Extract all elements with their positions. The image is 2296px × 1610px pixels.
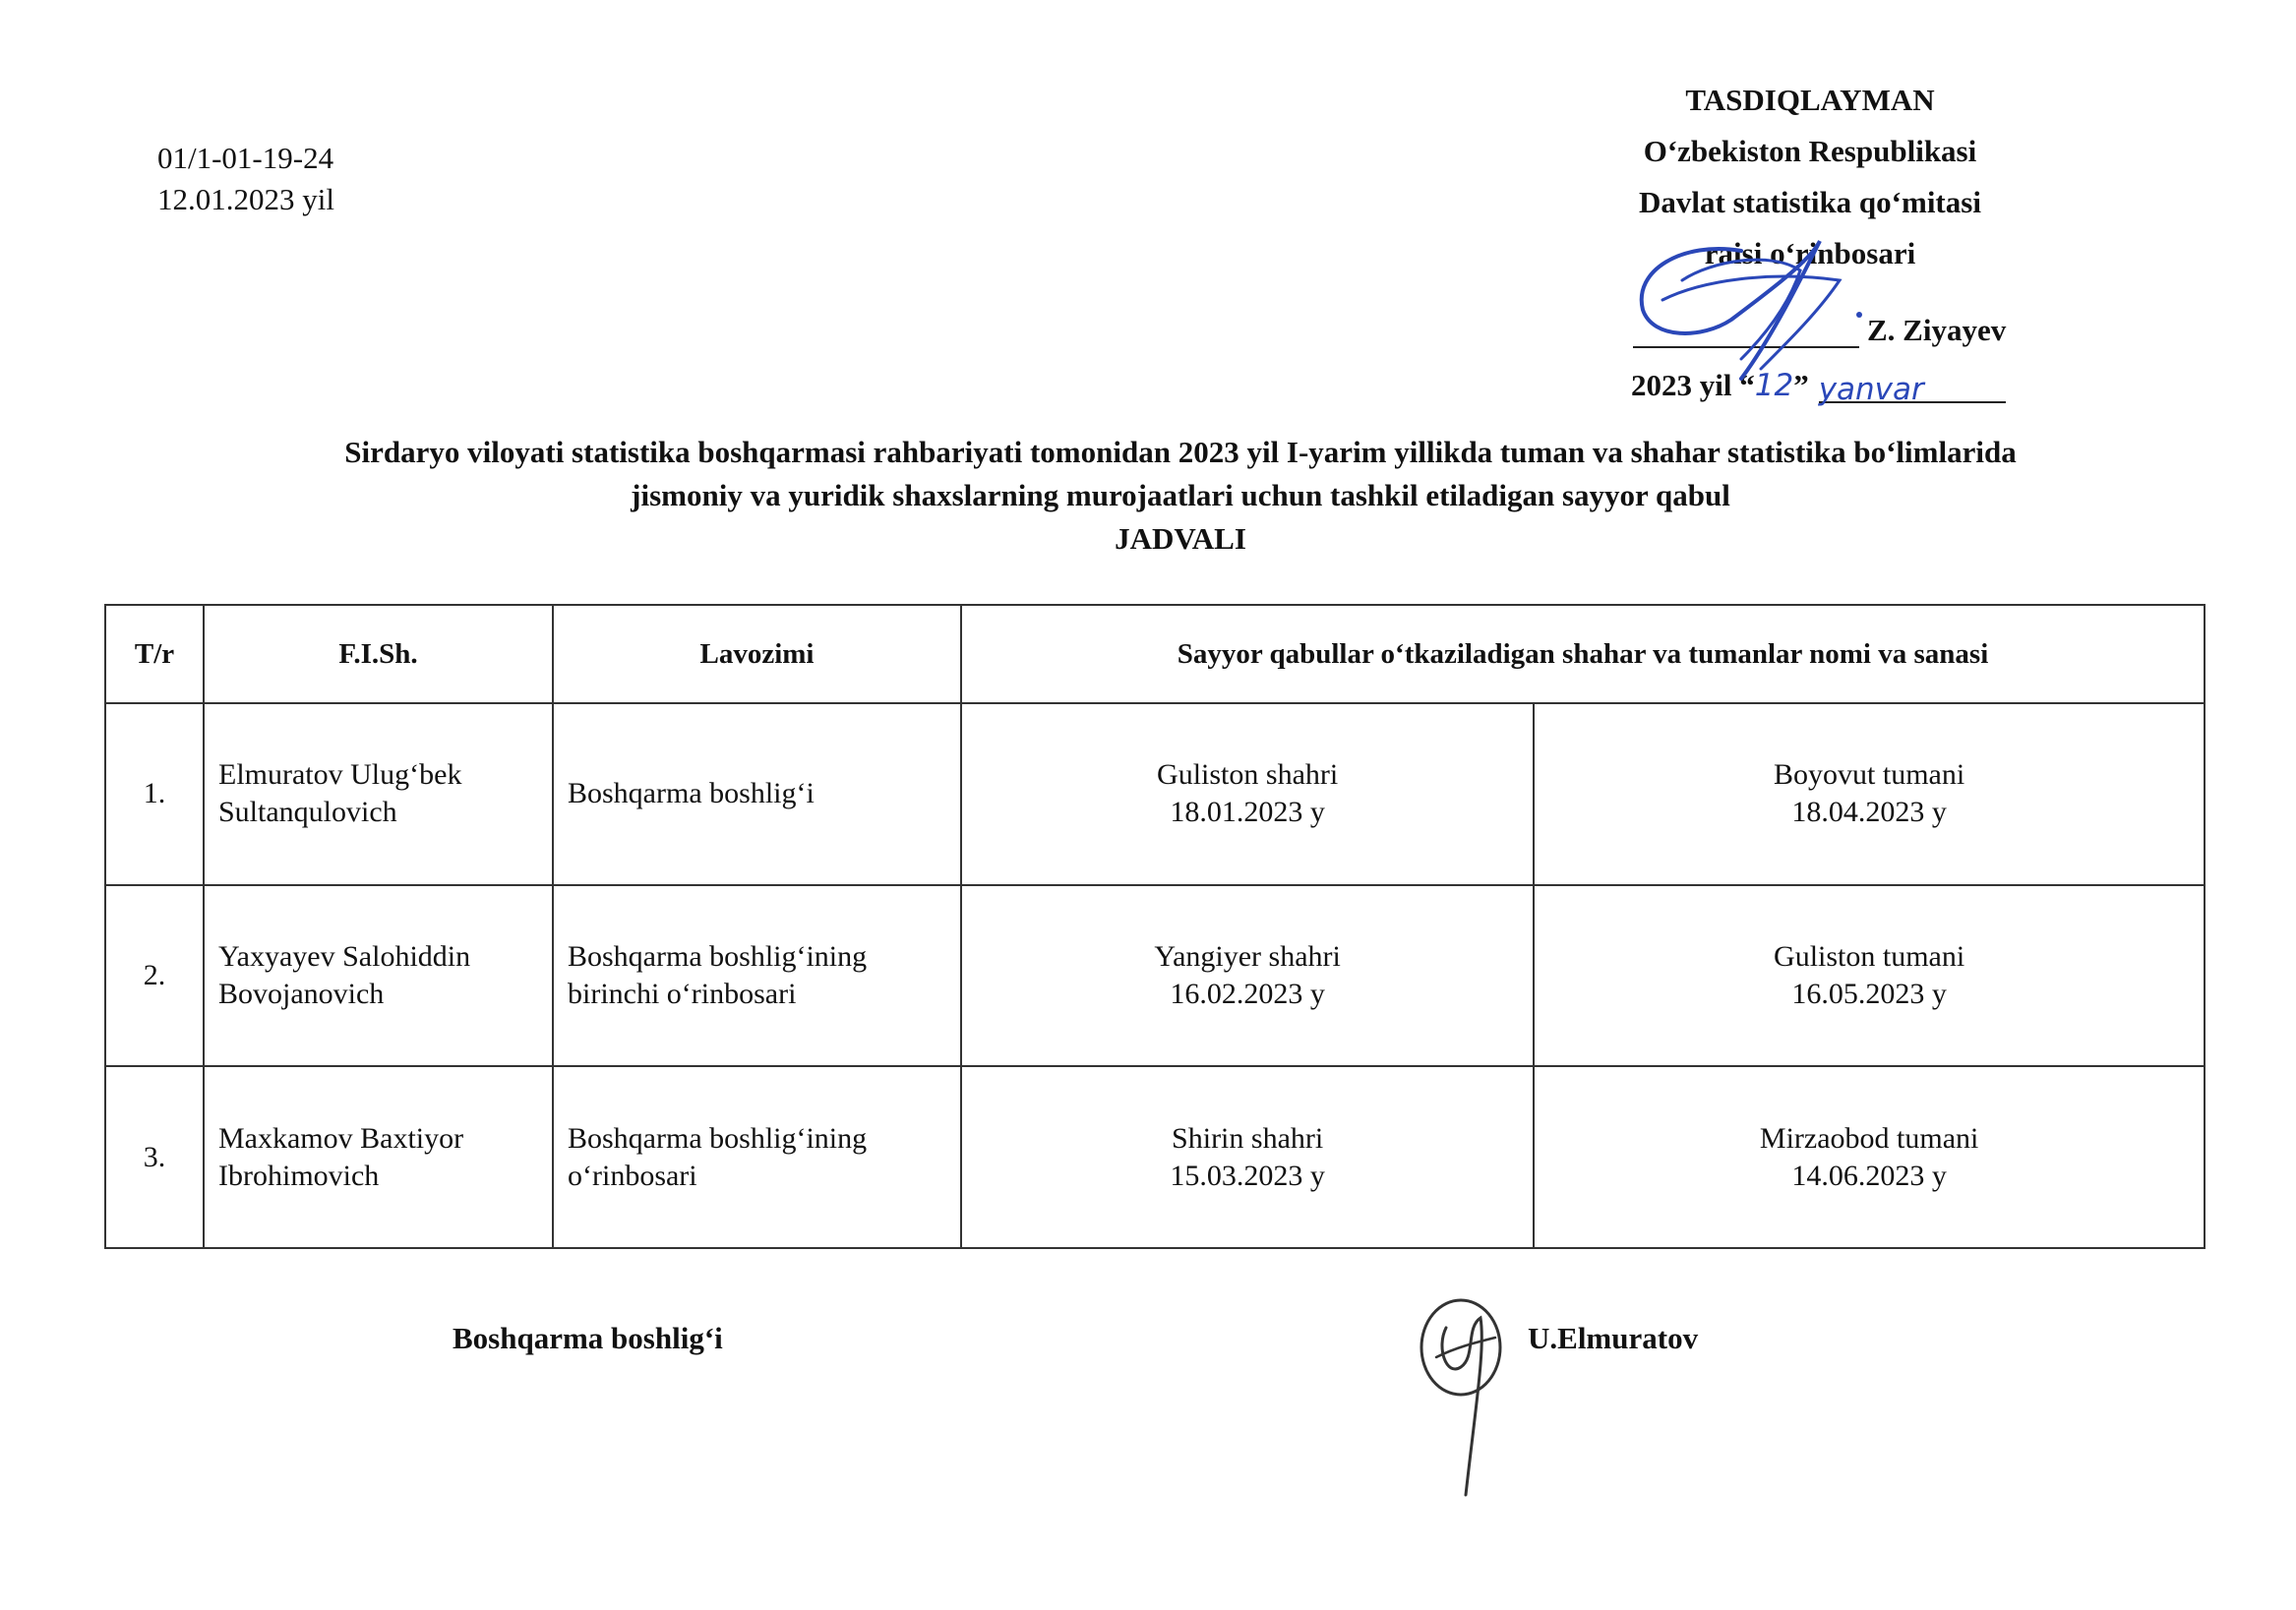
- row-num: 2.: [105, 885, 204, 1067]
- visit-date: 14.06.2023 y: [1791, 1159, 1947, 1192]
- row-position-line: Boshqarma boshlig‘ining: [568, 939, 868, 973]
- row-num: 3.: [105, 1066, 204, 1248]
- row-name-line: Bovojanovich: [218, 977, 385, 1010]
- visit-date: 16.02.2023 y: [1170, 977, 1325, 1010]
- visit-place: Boyovut tumani: [1774, 758, 1965, 792]
- approval-signatory: Z. Ziyayev: [1867, 313, 2007, 347]
- title-line-3: JADVALI: [1115, 521, 1246, 556]
- reference-block: [157, 138, 334, 220]
- approval-line-1: O‘zbekiston Respublikasi: [1643, 134, 1977, 168]
- row-visit-1: [961, 1066, 1534, 1248]
- row-name-line: Elmuratov Ulug‘bek: [218, 758, 462, 792]
- row-name: [204, 885, 553, 1067]
- row-name-line: Maxkamov Baxtiyor: [218, 1121, 464, 1155]
- visit-place: Shirin shahri: [1172, 1121, 1324, 1155]
- row-name: [204, 1066, 553, 1248]
- row-position-line: Boshqarma boshlig‘i: [568, 777, 815, 810]
- header-name: F.I.Sh.: [204, 605, 553, 703]
- header-num: T/r: [105, 605, 204, 703]
- reference-date: 12.01.2023 yil: [157, 182, 334, 216]
- visit-place: Mirzaobod tumani: [1759, 1121, 1979, 1155]
- approval-line-2: Davlat statistika qo‘mitasi: [1639, 185, 1981, 219]
- title-line-2: jismoniy va yuridik shaxslarning murojaatlari uchun tashkil etiladigan sayyor qabul: [631, 478, 1730, 512]
- row-name-line: Sultanqulovich: [218, 796, 397, 829]
- row-visit-2: [1534, 885, 2205, 1067]
- visit-place: Yangiyer shahri: [1154, 939, 1341, 973]
- visit-date: 15.03.2023 y: [1170, 1159, 1325, 1192]
- footer-signatory: U.Elmuratov: [1528, 1321, 1699, 1355]
- row-visit-1: [961, 885, 1534, 1067]
- header-position: Lavozimi: [553, 605, 961, 703]
- visit-date: 16.05.2023 y: [1791, 977, 1947, 1010]
- row-visit-2: [1534, 703, 2205, 885]
- reference-number: 01/1-01-19-24: [157, 141, 334, 175]
- row-visit-2: [1534, 1066, 2205, 1248]
- schedule-table: [104, 604, 2205, 1249]
- approval-heading: TASDIQLAYMAN: [1685, 83, 1935, 117]
- row-name: [204, 703, 553, 885]
- approval-month: yanvar: [1818, 372, 1924, 407]
- table-row: [105, 885, 2205, 1067]
- signature-scribble-icon: [1407, 1288, 1525, 1515]
- approval-quote-close: ”: [1793, 368, 1809, 402]
- visit-date: 18.01.2023 y: [1170, 796, 1325, 829]
- row-num: 1.: [105, 703, 204, 885]
- row-visit-1: [961, 703, 1534, 885]
- footer-position: Boshqarma boshlig‘i: [453, 1321, 723, 1355]
- row-position: [553, 703, 961, 885]
- row-name-line: Yaxyayev Salohiddin: [218, 939, 471, 973]
- document-title: [108, 431, 2253, 561]
- visit-place: Guliston shahri: [1157, 758, 1339, 792]
- visit-date: 18.04.2023 y: [1791, 796, 1947, 829]
- row-position-line: o‘rinbosari: [568, 1159, 697, 1192]
- visit-place: Guliston tumani: [1774, 939, 1965, 973]
- row-position: [553, 1066, 961, 1248]
- signature-scribble-icon: [1623, 221, 1879, 398]
- table-header-row: [105, 605, 2205, 703]
- row-position-line: birinchi o‘rinbosari: [568, 977, 797, 1010]
- approval-line-3: raisi o‘rinbosari: [1704, 236, 1916, 270]
- table-row: [105, 1066, 2205, 1248]
- approval-year: 2023 yil “: [1631, 368, 1755, 402]
- row-position-line: Boshqarma boshlig‘ining: [568, 1121, 868, 1155]
- title-line-1: Sirdaryo viloyati statistika boshqarmasi rahbariyati tomonidan 2023 yil I-yarim yillikda tuman va shahar statistika bo‘limlarida: [344, 435, 2017, 469]
- row-position: [553, 885, 961, 1067]
- approval-day: 12: [1754, 368, 1794, 403]
- header-visits: Sayyor qabullar o‘tkaziladigan shahar va tumanlar nomi va sanasi: [961, 605, 2205, 703]
- table-row: [105, 703, 2205, 885]
- row-name-line: Ibrohimovich: [218, 1159, 380, 1192]
